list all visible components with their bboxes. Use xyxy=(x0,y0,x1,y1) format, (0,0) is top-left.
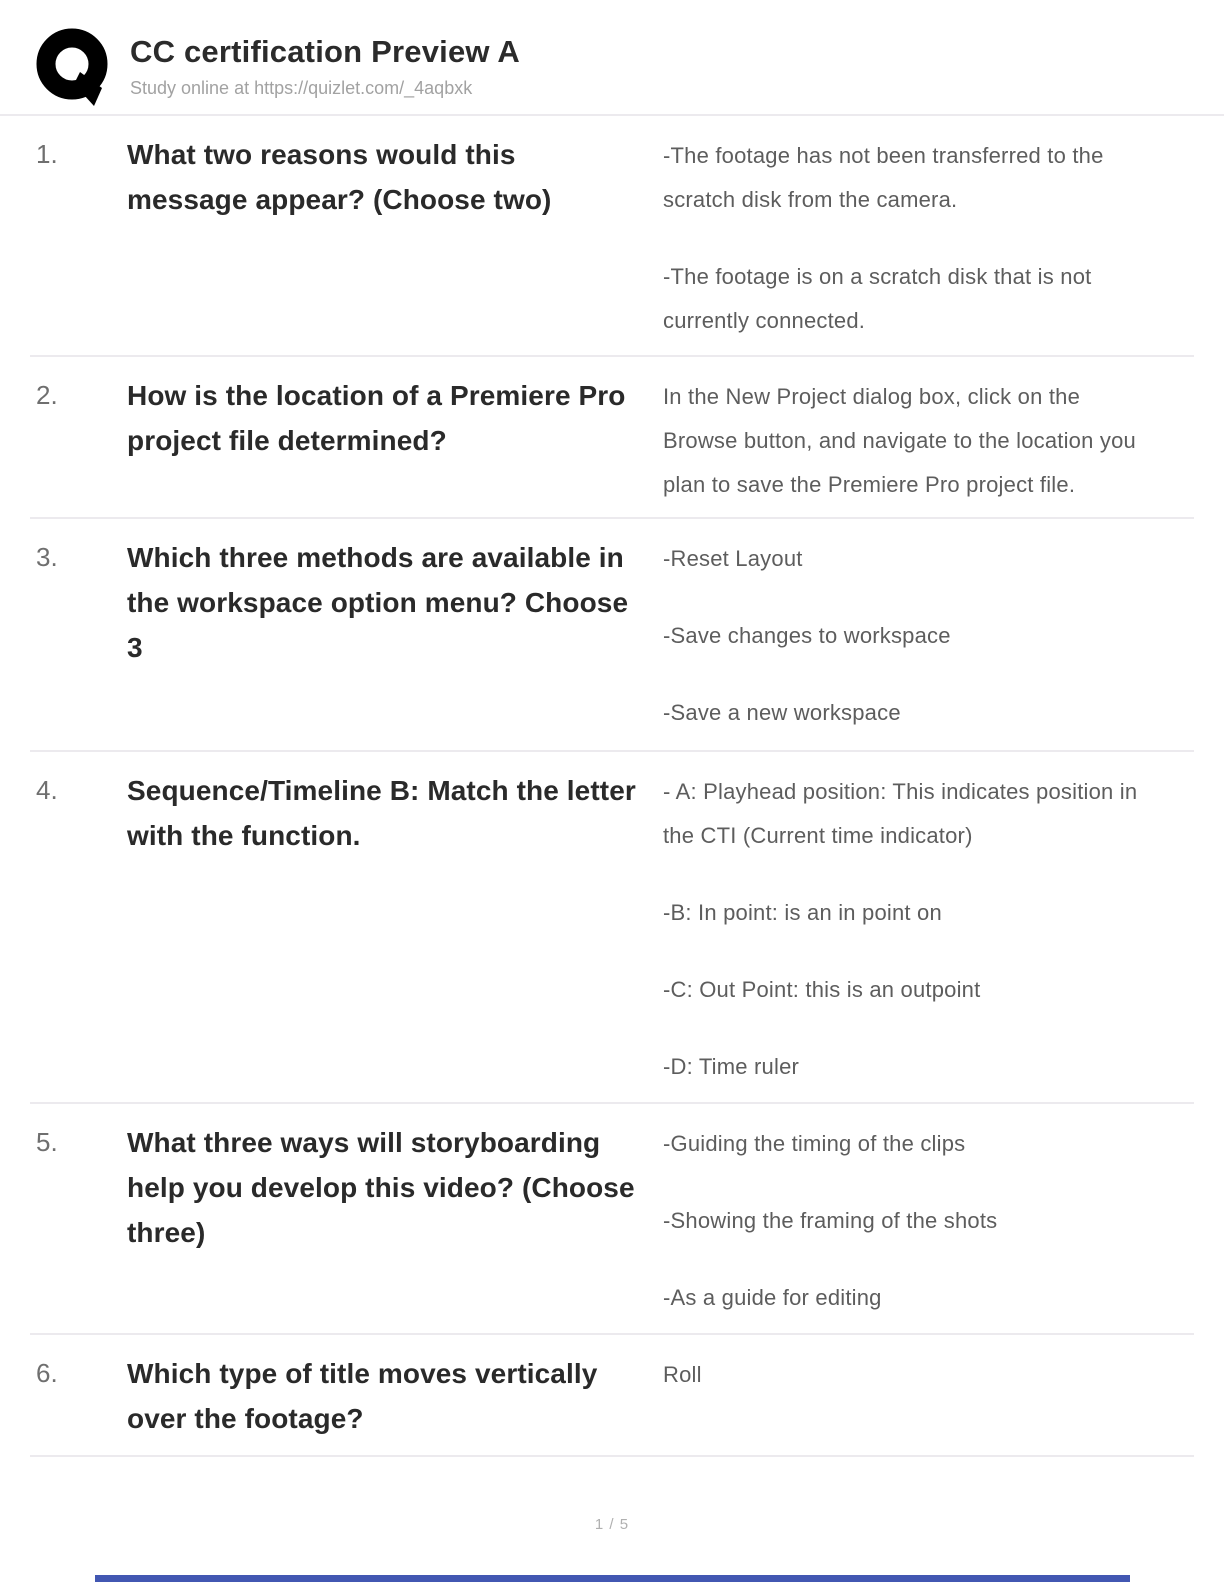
answer-list xyxy=(663,373,1154,517)
answer-paragraph: -Guiding the timing of the clips xyxy=(663,1131,966,1156)
answer-paragraph: -Reset Layout xyxy=(663,546,803,571)
answer-paragraph: -B: In point: is an in point on xyxy=(663,900,942,925)
question-number: 2. xyxy=(36,380,58,410)
question-number: 5. xyxy=(36,1127,58,1157)
answer-paragraph: -D: Time ruler xyxy=(663,1054,800,1079)
answer-paragraph: Roll xyxy=(663,1362,702,1387)
question-number: 3. xyxy=(36,542,58,572)
answer-list xyxy=(663,1351,1154,1455)
qa-row-3 xyxy=(30,519,1194,752)
question-text: What three ways will storyboarding help you develop this video? (Choose three) xyxy=(127,1127,635,1248)
answer-paragraph: -C: Out Point: this is an outpoint xyxy=(663,977,981,1002)
qa-row-6 xyxy=(30,1335,1194,1457)
page-indicator: 1 / 5 xyxy=(594,1516,630,1533)
qa-row-4 xyxy=(30,752,1194,1104)
question-text: How is the location of a Premiere Pro project file determined? xyxy=(127,380,626,456)
question-text: Which type of title moves vertically over the footage? xyxy=(127,1358,598,1434)
qa-row-2 xyxy=(30,357,1194,519)
qa-row-5 xyxy=(30,1104,1194,1335)
answer-paragraph: -Save changes to workspace xyxy=(663,623,951,648)
question-number: 4. xyxy=(36,775,58,805)
qa-list xyxy=(30,116,1194,1457)
footer-accent-bar xyxy=(95,1575,1130,1582)
answer-paragraph: -Save a new workspace xyxy=(663,700,901,725)
page-title: CC certification Preview A xyxy=(130,34,520,69)
header xyxy=(0,0,1224,116)
answer-list xyxy=(663,132,1154,355)
answer-list xyxy=(663,1120,1154,1333)
study-online-url: Study online at https://quizlet.com/_4aqbxk xyxy=(130,78,473,98)
question-text: Sequence/Timeline B: Match the letter with the function. xyxy=(127,775,636,851)
answer-paragraph: -The footage is on a scratch disk that is not currently connected. xyxy=(663,264,1092,333)
answer-list xyxy=(663,768,1154,1102)
quizlet-q-logo-icon xyxy=(36,26,114,110)
question-text: Which three methods are available in the workspace option menu? Choose 3 xyxy=(127,542,629,663)
answer-paragraph: - A: Playhead position: This indicates position in the CTI (Current time indicator) xyxy=(663,779,1138,848)
answer-paragraph: -The footage has not been transferred to the scratch disk from the camera. xyxy=(663,143,1104,212)
answer-paragraph: In the New Project dialog box, click on the Browse button, and navigate to the location you plan to save the Premiere Pro project file. xyxy=(663,384,1136,497)
question-number: 1. xyxy=(36,139,58,169)
answer-paragraph: -Showing the framing of the shots xyxy=(663,1208,998,1233)
answer-paragraph: -As a guide for editing xyxy=(663,1285,882,1310)
question-text: What two reasons would this message appear? (Choose two) xyxy=(127,139,552,215)
qa-row-1 xyxy=(30,116,1194,357)
title-block xyxy=(130,34,520,99)
question-number: 6. xyxy=(36,1358,58,1388)
answer-list xyxy=(663,535,1154,750)
